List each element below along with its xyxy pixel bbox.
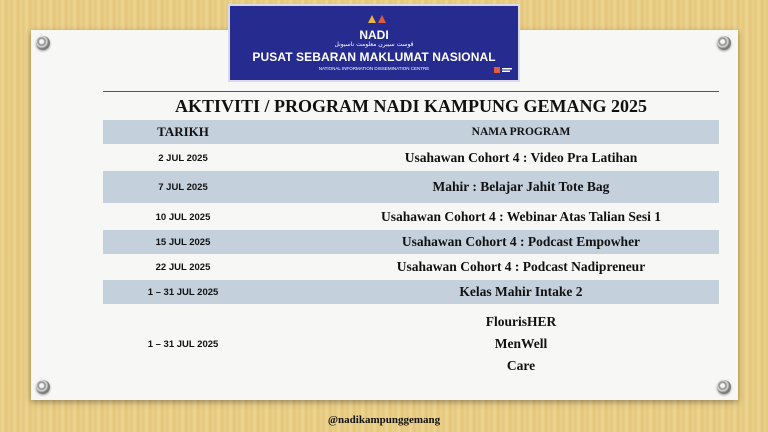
program-line: FlourisHER <box>485 314 557 329</box>
program-line: Usahawan Cohort 4 : Webinar Atas Talian Sesi 1 <box>380 209 662 224</box>
row-date: 15 JUL 2025 <box>155 236 211 248</box>
pin-icon <box>36 380 50 394</box>
pin-icon <box>717 36 731 50</box>
row-date: 2 JUL 2025 <box>158 152 208 164</box>
ministry-logo-icon <box>494 66 512 74</box>
program-line: Usahawan Cohort 4 : Video Pra Latihan <box>404 150 638 165</box>
banner-nadi: NADI <box>359 28 389 42</box>
row-date: 1 – 31 JUL 2025 <box>147 338 219 350</box>
nadi-logo-icon <box>366 14 388 24</box>
header-program: NAMA PROGRAM <box>471 126 571 138</box>
table-row <box>103 306 719 382</box>
pin-icon <box>36 36 50 50</box>
row-program <box>323 306 719 382</box>
nadi-banner <box>228 4 520 82</box>
pin-icon <box>717 380 731 394</box>
banner-subtitle: NATIONAL INFORMATION DISSEMINATION CENTRE <box>318 66 430 71</box>
program-line: MenWell <box>494 336 548 351</box>
row-program <box>323 230 719 254</box>
row-program <box>323 171 719 203</box>
header-date: TARIKH <box>157 124 209 139</box>
table-row <box>103 204 719 230</box>
row-date: 10 JUL 2025 <box>155 211 211 223</box>
program-line: Usahawan Cohort 4 : Podcast Nadipreneur <box>396 259 646 274</box>
table-row <box>103 280 719 304</box>
title-rule <box>103 91 719 92</box>
table-row <box>103 230 719 254</box>
table-header <box>103 120 719 144</box>
row-program <box>323 255 719 279</box>
table-row <box>103 145 719 171</box>
program-line: Care <box>506 358 536 373</box>
row-date: 1 – 31 JUL 2025 <box>147 286 219 298</box>
row-program <box>323 280 719 304</box>
page-title: AKTIVITI / PROGRAM NADI KAMPUNG GEMANG 2025 <box>175 96 647 116</box>
program-line: Mahir : Belajar Jahit Tote Bag <box>432 179 610 194</box>
program-line: Kelas Mahir Intake 2 <box>459 284 583 299</box>
table-row <box>103 171 719 203</box>
row-date: 7 JUL 2025 <box>158 181 208 193</box>
program-line: Usahawan Cohort 4 : Podcast Empowher <box>401 234 641 249</box>
row-program <box>323 204 719 230</box>
row-date: 22 JUL 2025 <box>155 261 211 273</box>
table-row <box>103 255 719 279</box>
social-handle: @nadikampunggemang <box>327 414 441 426</box>
banner-jawi: ڤوست سيبرن معلومت ناسيونل <box>334 41 414 48</box>
banner-title: PUSAT SEBARAN MAKLUMAT NASIONAL <box>252 50 496 64</box>
row-program <box>323 145 719 171</box>
